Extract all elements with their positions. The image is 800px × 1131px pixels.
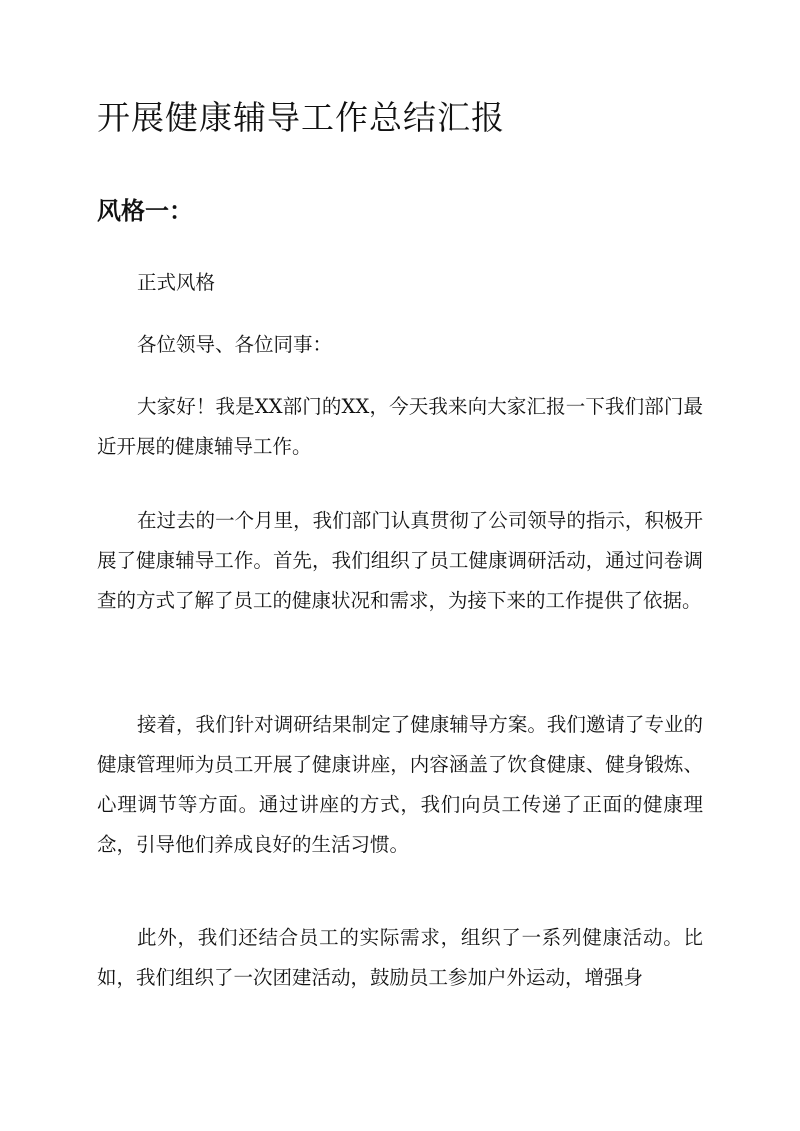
style-label: 正式风格 bbox=[137, 271, 216, 294]
paragraph: 接着，我们针对调研结果制定了健康辅导方案。我们邀请了专业的健康管理师为员工开展了健康讲座，内容涵盖了饮食健康、健身锻炼、心理调节等方面。通过讲座的方式，我们向员工传递了正面的健康理念，引导他们养成良好的生活习惯。 bbox=[97, 713, 703, 856]
paragraph: 大家好！我是XX部门的XX，今天我来向大家汇报一下我们部门最近开展的健康辅导工作。 bbox=[97, 395, 703, 458]
paragraph: 此外，我们还结合员工的实际需求，组织了一系列健康活动。比如，我们组织了一次团建活动，鼓励员工参加户外运动，增强身 bbox=[97, 926, 703, 989]
section-heading: 风格一： bbox=[97, 196, 193, 225]
document-title: 开展健康辅导工作总结汇报 bbox=[97, 98, 505, 137]
paragraph: 在过去的一个月里，我们部门认真贯彻了公司领导的指示，积极开展了健康辅导工作。首先，我们组织了员工健康调研活动，通过问卷调查的方式了解了员工的健康状况和需求，为接下来的工作提供了依据。 bbox=[97, 509, 703, 612]
greeting: 各位领导、各位同事： bbox=[137, 333, 333, 356]
